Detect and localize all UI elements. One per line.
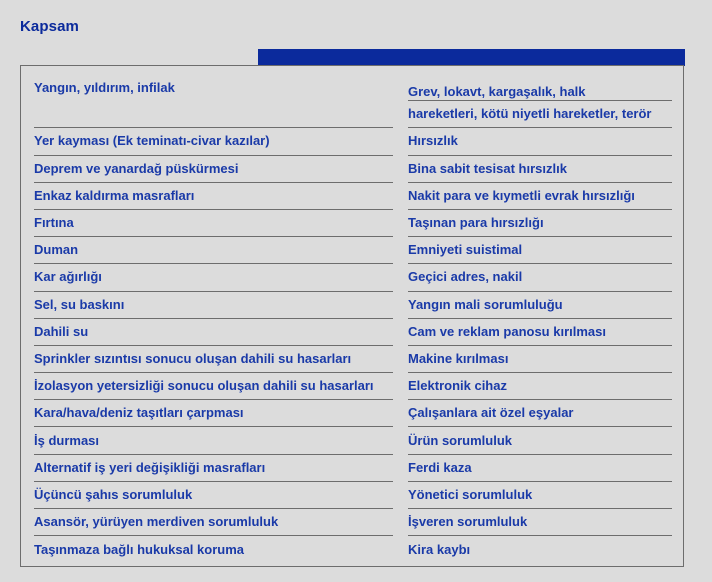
coverage-item: Enkaz kaldırma masrafları xyxy=(34,183,393,210)
coverage-item: Hırsızlık xyxy=(408,128,672,155)
accent-bar xyxy=(258,49,685,66)
coverage-item: Ferdi kaza xyxy=(408,455,672,482)
coverage-right-column xyxy=(408,74,672,563)
coverage-item: Kar ağırlığı xyxy=(34,264,393,291)
coverage-item: Sprinkler sızıntısı sonucu oluşan dahili su hasarları xyxy=(34,346,393,373)
coverage-item xyxy=(408,74,672,128)
coverage-item: İşveren sorumluluk xyxy=(408,509,672,536)
coverage-item: Duman xyxy=(34,237,393,264)
coverage-item: Yangın mali sorumluluğu xyxy=(408,292,672,319)
coverage-item: Nakit para ve kıymetli evrak hırsızlığı xyxy=(408,183,672,210)
coverage-panel xyxy=(20,65,684,567)
coverage-item: Dahili su xyxy=(34,319,393,346)
coverage-item-line xyxy=(408,79,672,101)
coverage-item: Taşınmaza bağlı hukuksal koruma xyxy=(34,541,244,557)
coverage-item: İş durması xyxy=(34,427,393,454)
coverage-item: Ürün sorumluluk xyxy=(408,427,672,454)
coverage-item: Elektronik cihaz xyxy=(408,373,672,400)
coverage-item: Fırtına xyxy=(34,210,393,237)
coverage-item: Taşınan para hırsızlığı xyxy=(408,210,672,237)
coverage-item: Makine kırılması xyxy=(408,346,672,373)
coverage-item: Sel, su baskını xyxy=(34,292,393,319)
coverage-item: Geçici adres, nakil xyxy=(408,264,672,291)
coverage-item: Alternatif iş yeri değişikliği masrafları xyxy=(34,455,393,482)
coverage-item: Kira kaybı xyxy=(408,541,471,557)
coverage-item: Cam ve reklam panosu kırılması xyxy=(408,319,672,346)
coverage-item-text: Grev, lokavt, kargaşalık, halk xyxy=(408,84,586,99)
coverage-item: Üçüncü şahıs sorumluluk xyxy=(34,482,393,509)
coverage-item: Deprem ve yanardağ püskürmesi xyxy=(34,156,393,183)
coverage-item: Yönetici sorumluluk xyxy=(408,482,672,509)
coverage-item: Kara/hava/deniz taşıtları çarpması xyxy=(34,400,393,427)
page-title: Kapsam xyxy=(20,18,79,35)
coverage-item-text: hareketleri, kötü niyetli hareketler, terör xyxy=(408,106,652,121)
coverage-item: Asansör, yürüyen merdiven sorumluluk xyxy=(34,509,393,536)
coverage-left-column xyxy=(34,74,393,563)
coverage-item: İzolasyon yetersizliği sonucu oluşan dahili su hasarları xyxy=(34,373,393,400)
coverage-item: Bina sabit tesisat hırsızlık xyxy=(408,156,672,183)
coverage-item: Emniyeti suistimal xyxy=(408,237,672,264)
coverage-item: Çalışanlara ait özel eşyalar xyxy=(408,400,672,427)
coverage-item: Yer kayması (Ek teminatı-civar kazılar) xyxy=(34,128,393,155)
coverage-item: Yangın, yıldırım, infilak xyxy=(34,74,393,128)
